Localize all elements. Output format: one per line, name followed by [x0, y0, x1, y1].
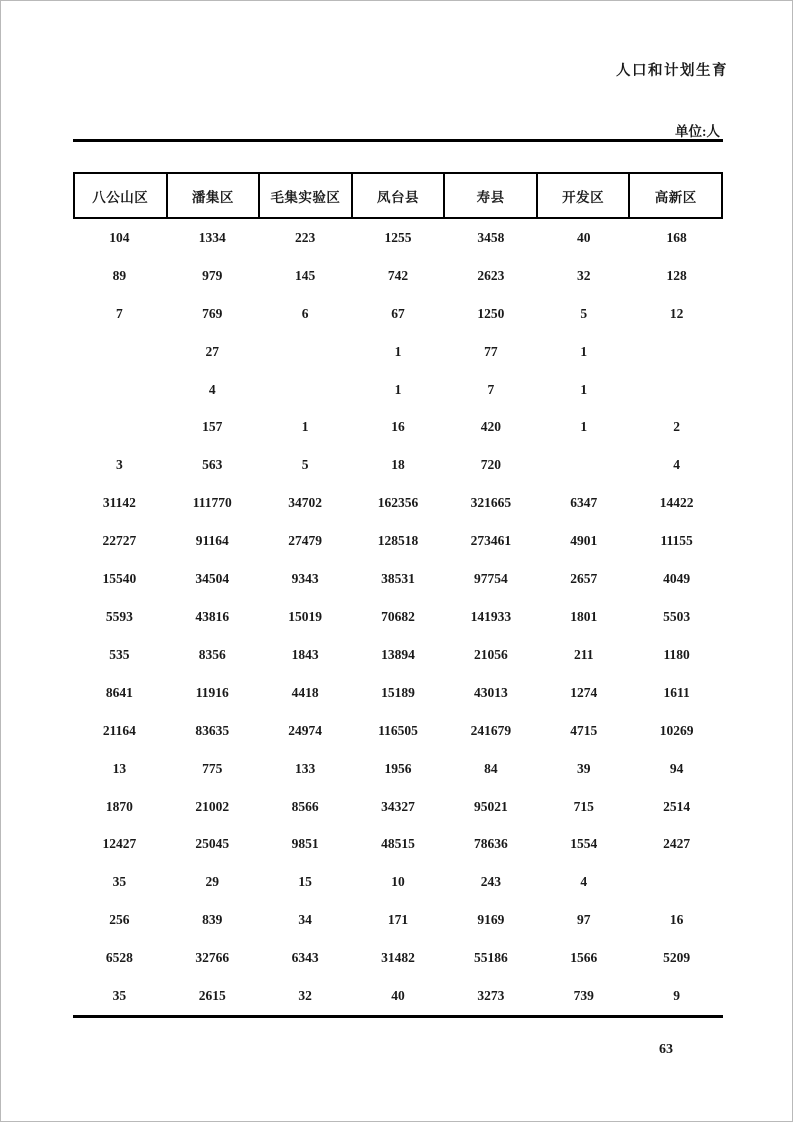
table-row [73, 484, 723, 522]
table-cell: 162356 [377, 495, 419, 511]
table-cell: 15019 [288, 609, 323, 625]
column-header: 高新区 [630, 174, 723, 217]
table-row [73, 977, 723, 1015]
table-cell: 43816 [195, 609, 230, 625]
page-title: 人口和计划生育 [616, 63, 728, 79]
column-header: 凤台县 [353, 174, 446, 217]
table-cell: 2 [673, 419, 680, 435]
column-header: 八公山区 [73, 174, 168, 217]
table-cell: 7 [487, 381, 495, 397]
table-cell: 70682 [381, 609, 415, 625]
table-cell: 1334 [198, 229, 226, 245]
table-row [73, 636, 723, 674]
table-cell: 5593 [105, 609, 133, 625]
table-cell: 27479 [288, 533, 323, 549]
table-row [73, 826, 723, 864]
table-cell: 1843 [291, 646, 319, 662]
table-cell: 2615 [198, 988, 226, 1004]
table-cell: 116505 [378, 722, 418, 738]
table-cell: 168 [666, 229, 687, 245]
table-cell: 145 [295, 267, 316, 283]
table-cell: 256 [109, 912, 130, 928]
table-cell: 2427 [663, 836, 691, 852]
table-cell: 84 [484, 760, 498, 776]
table-cell: 1566 [570, 950, 598, 966]
table-cell: 48515 [381, 836, 415, 852]
table-cell: 77 [484, 343, 498, 359]
table-row [73, 939, 723, 977]
table-cell: 9169 [477, 912, 505, 928]
table-cell: 67 [391, 305, 405, 321]
table-cell: 5 [301, 457, 309, 473]
table-row [73, 409, 723, 447]
table-cell: 979 [202, 267, 223, 283]
table-cell: 273461 [470, 533, 512, 549]
table-cell: 5503 [663, 609, 691, 625]
table-cell: 243 [480, 874, 501, 890]
table-cell: 6347 [570, 495, 598, 511]
table-row [73, 863, 723, 901]
table-cell: 32 [576, 267, 591, 283]
table-cell: 4418 [291, 684, 319, 700]
column-header: 毛集实验区 [260, 174, 353, 217]
table-cell [537, 446, 630, 484]
table-cell: 535 [109, 646, 130, 662]
table-cell [259, 333, 352, 371]
table-cell: 15540 [102, 571, 137, 587]
table-row [73, 219, 723, 257]
table-cell: 563 [202, 457, 223, 473]
page-number: 63 [659, 1042, 673, 1057]
table-cell [259, 371, 352, 409]
table-cell: 78636 [473, 836, 508, 852]
table-cell: 35 [112, 988, 127, 1004]
table-cell: 29 [205, 874, 220, 890]
table-cell: 94 [669, 760, 684, 776]
table-row [73, 522, 723, 560]
table-cell: 1801 [570, 609, 598, 625]
table-cell [630, 371, 723, 409]
table-cell [73, 333, 166, 371]
table-row [73, 750, 723, 788]
table-cell: 3273 [477, 988, 505, 1004]
table-cell: 12 [669, 305, 684, 321]
table-cell: 157 [202, 419, 223, 435]
table-cell: 223 [295, 229, 316, 245]
table-cell: 95021 [473, 798, 508, 814]
table-cell: 1180 [663, 646, 690, 662]
table-cell: 1 [301, 419, 309, 435]
table-cell: 1255 [384, 229, 412, 245]
table-header-row [73, 172, 723, 219]
statistics-table [73, 172, 723, 1018]
table-cell: 111770 [192, 495, 232, 511]
table-cell: 7 [116, 305, 123, 321]
table-cell: 8356 [198, 646, 226, 662]
table-cell: 2514 [663, 798, 691, 814]
table-cell: 769 [202, 305, 223, 321]
table-cell: 10269 [659, 722, 694, 738]
table-cell: 32766 [195, 950, 230, 966]
table-cell: 31482 [381, 950, 415, 966]
table-cell: 38531 [381, 571, 415, 587]
table-cell: 1 [580, 343, 588, 359]
table-cell [630, 863, 723, 901]
table-cell: 6528 [105, 950, 133, 966]
table-row [73, 295, 723, 333]
table-cell: 9343 [291, 571, 319, 587]
table-cell: 12427 [102, 836, 137, 852]
table-cell: 1611 [663, 684, 690, 700]
table-cell [73, 371, 166, 409]
table-body [73, 219, 723, 1015]
table-cell: 6 [301, 305, 309, 321]
table-cell: 4049 [663, 571, 691, 587]
column-header: 开发区 [538, 174, 631, 217]
table-cell: 5209 [663, 950, 691, 966]
table-cell: 83635 [195, 722, 230, 738]
table-cell: 2657 [570, 571, 598, 587]
table-cell: 1250 [477, 305, 505, 321]
column-header: 潘集区 [168, 174, 261, 217]
table-cell: 40 [576, 229, 591, 245]
table-cell: 211 [573, 646, 594, 662]
table-cell: 141933 [470, 609, 512, 625]
table-cell: 18 [391, 457, 405, 473]
table-cell: 128518 [377, 533, 419, 549]
table-cell: 89 [112, 267, 127, 283]
table-cell: 16 [669, 912, 684, 928]
table-cell: 21164 [102, 722, 136, 738]
table-cell: 715 [573, 798, 594, 814]
table-cell: 1274 [570, 684, 598, 700]
table-cell: 321665 [470, 495, 512, 511]
table-cell: 6343 [291, 950, 319, 966]
table-bottom-rule [73, 1015, 723, 1018]
table-cell: 34504 [195, 571, 230, 587]
table-cell: 5 [580, 305, 588, 321]
table-cell: 15 [298, 874, 312, 890]
table-cell: 22727 [102, 533, 137, 549]
table-cell: 31142 [102, 495, 136, 511]
table-cell: 21002 [195, 798, 230, 814]
table-row [73, 788, 723, 826]
table-cell: 739 [573, 988, 594, 1004]
table-cell: 8566 [291, 798, 319, 814]
table-cell: 1 [580, 381, 588, 397]
table-cell: 9 [673, 988, 680, 1004]
column-header: 寿县 [445, 174, 538, 217]
table-cell: 32 [298, 988, 312, 1004]
table-row [73, 446, 723, 484]
table-cell: 4 [580, 874, 588, 890]
table-row [73, 901, 723, 939]
table-row [73, 560, 723, 598]
table-cell: 13 [112, 760, 127, 776]
table-cell: 24974 [288, 722, 323, 738]
table-cell: 10 [391, 874, 405, 890]
table-cell: 1554 [570, 836, 598, 852]
table-row [73, 257, 723, 295]
table-cell: 97754 [473, 571, 508, 587]
table-cell: 241679 [470, 722, 512, 738]
table-cell: 720 [480, 457, 501, 473]
table-cell: 1 [580, 419, 588, 435]
table-cell: 14422 [659, 495, 694, 511]
table-cell [73, 409, 166, 447]
unit-label: 单位:人 [675, 124, 720, 139]
table-cell: 97 [576, 912, 591, 928]
table-cell: 742 [387, 267, 409, 283]
table-cell: 775 [202, 760, 223, 776]
table-cell: 104 [109, 229, 130, 245]
table-cell: 4901 [570, 533, 598, 549]
table-top-rule [73, 139, 723, 142]
table-cell: 34327 [381, 798, 415, 814]
table-cell: 34702 [288, 495, 323, 511]
table-cell: 2623 [477, 267, 505, 283]
table-row [73, 333, 723, 371]
table-cell: 171 [387, 912, 409, 928]
table-cell: 11155 [660, 533, 693, 549]
table-cell: 3458 [477, 229, 505, 245]
table-cell: 128 [666, 267, 687, 283]
table-cell: 4 [673, 457, 680, 473]
table-cell: 55186 [473, 950, 508, 966]
table-cell: 133 [295, 760, 316, 776]
table-cell: 27 [205, 343, 220, 359]
table-cell: 1870 [105, 798, 133, 814]
table-cell: 11916 [195, 684, 229, 700]
table-cell: 39 [576, 760, 591, 776]
table-cell: 34 [298, 912, 312, 928]
table-cell: 16 [391, 419, 405, 435]
table-cell [630, 333, 723, 371]
table-cell: 1956 [384, 760, 412, 776]
table-cell: 91164 [195, 533, 229, 549]
table-cell: 4715 [570, 722, 598, 738]
table-cell: 1 [394, 381, 402, 397]
table-cell: 839 [202, 912, 223, 928]
table-cell: 4 [208, 381, 216, 397]
table-row [73, 598, 723, 636]
table-cell: 9851 [291, 836, 319, 852]
table-row [73, 712, 723, 750]
table-cell: 35 [112, 874, 127, 890]
table-cell: 420 [480, 419, 501, 435]
table-cell: 25045 [195, 836, 230, 852]
table-cell: 15189 [381, 684, 415, 700]
table-cell: 1 [394, 343, 402, 359]
table-cell: 40 [391, 988, 405, 1004]
table-cell: 13894 [381, 646, 415, 662]
table-cell: 3 [116, 457, 123, 473]
table-row [73, 371, 723, 409]
table-row [73, 674, 723, 712]
table-cell: 8641 [105, 684, 133, 700]
table-cell: 21056 [473, 646, 508, 662]
table-cell: 43013 [473, 684, 508, 700]
